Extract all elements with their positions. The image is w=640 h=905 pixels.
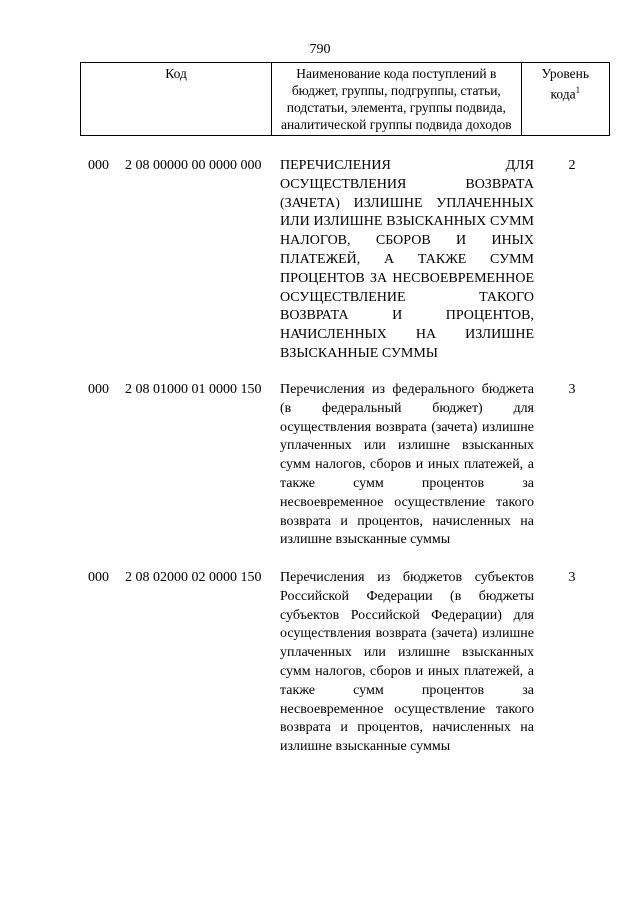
code-level: 3 bbox=[568, 570, 576, 585]
table-row bbox=[80, 157, 610, 381]
income-code: 2 08 01000 01 0000 150 bbox=[125, 382, 262, 397]
footnote-marker: 1 bbox=[575, 85, 581, 95]
income-name: Перечисления из федерального бюджета (в федеральный бюджет) для осуществления возврата (зачета) излишне уплаченных или излишне взысканных сумм налогов, сборов и иных платежей, а также сумм процентов за несвоевременное осуществление такого возврата и процентов, начисленных на излишне взысканные суммы bbox=[280, 382, 534, 548]
header-code bbox=[81, 63, 272, 136]
admin-code: 000 bbox=[88, 570, 109, 585]
table-header bbox=[80, 62, 610, 136]
income-code: 2 08 02000 02 0000 150 bbox=[125, 570, 262, 585]
table-row bbox=[80, 569, 610, 757]
header-level bbox=[521, 63, 609, 136]
code-level: 3 bbox=[568, 382, 576, 397]
table-body bbox=[80, 157, 610, 757]
income-code: 2 08 00000 00 0000 000 bbox=[125, 158, 262, 173]
income-name: Перечисления из бюджетов субъектов Российской Федерации (в бюджеты субъектов Российской Федерации) для осуществления возврата (зачета) излишне уплаченных или излишне взысканных сумм налогов, сборов и иных платежей, а также сумм процентов за несвоевременное осуществление такого возврата и процентов, начисленных на излишне взысканные суммы bbox=[280, 570, 534, 755]
header-code-label: Код bbox=[165, 66, 187, 81]
table-row bbox=[80, 381, 610, 569]
header-row bbox=[81, 63, 610, 136]
admin-code: 000 bbox=[88, 382, 109, 397]
header-name bbox=[272, 63, 522, 136]
page-number: 790 bbox=[309, 42, 331, 57]
admin-code: 000 bbox=[88, 158, 109, 173]
header-level-label: Уровень кода bbox=[541, 66, 590, 102]
header-name-label: Наименование кода поступлений в бюджет, группы, подгруппы, статьи, подстатьи, элемента, группы подвида, аналитической группы подвида доходов bbox=[280, 66, 512, 132]
code-level: 2 bbox=[568, 158, 576, 173]
income-name: ПЕРЕЧИСЛЕНИЯ ДЛЯ ОСУЩЕСТВЛЕНИЯ ВОЗВРАТА (ЗАЧЕТА) ИЗЛИШНЕ УПЛАЧЕННЫХ ИЛИ ИЗЛИШНЕ ВЗЫСКАННЫХ СУММ НАЛОГОВ, СБОРОВ И ИНЫХ ПЛАТЕЖЕЙ, А ТАКЖЕ СУММ ПРОЦЕНТОВ ЗА НЕСВОЕВРЕМЕННОЕ ОСУЩЕСТВЛЕНИЕ ТАКОГО ВОЗВРАТА И ПРОЦЕНТОВ, НАЧИСЛЕННЫХ НА ИЗЛИШНЕ ВЗЫСКАННЫЕ СУММЫ bbox=[280, 158, 534, 361]
